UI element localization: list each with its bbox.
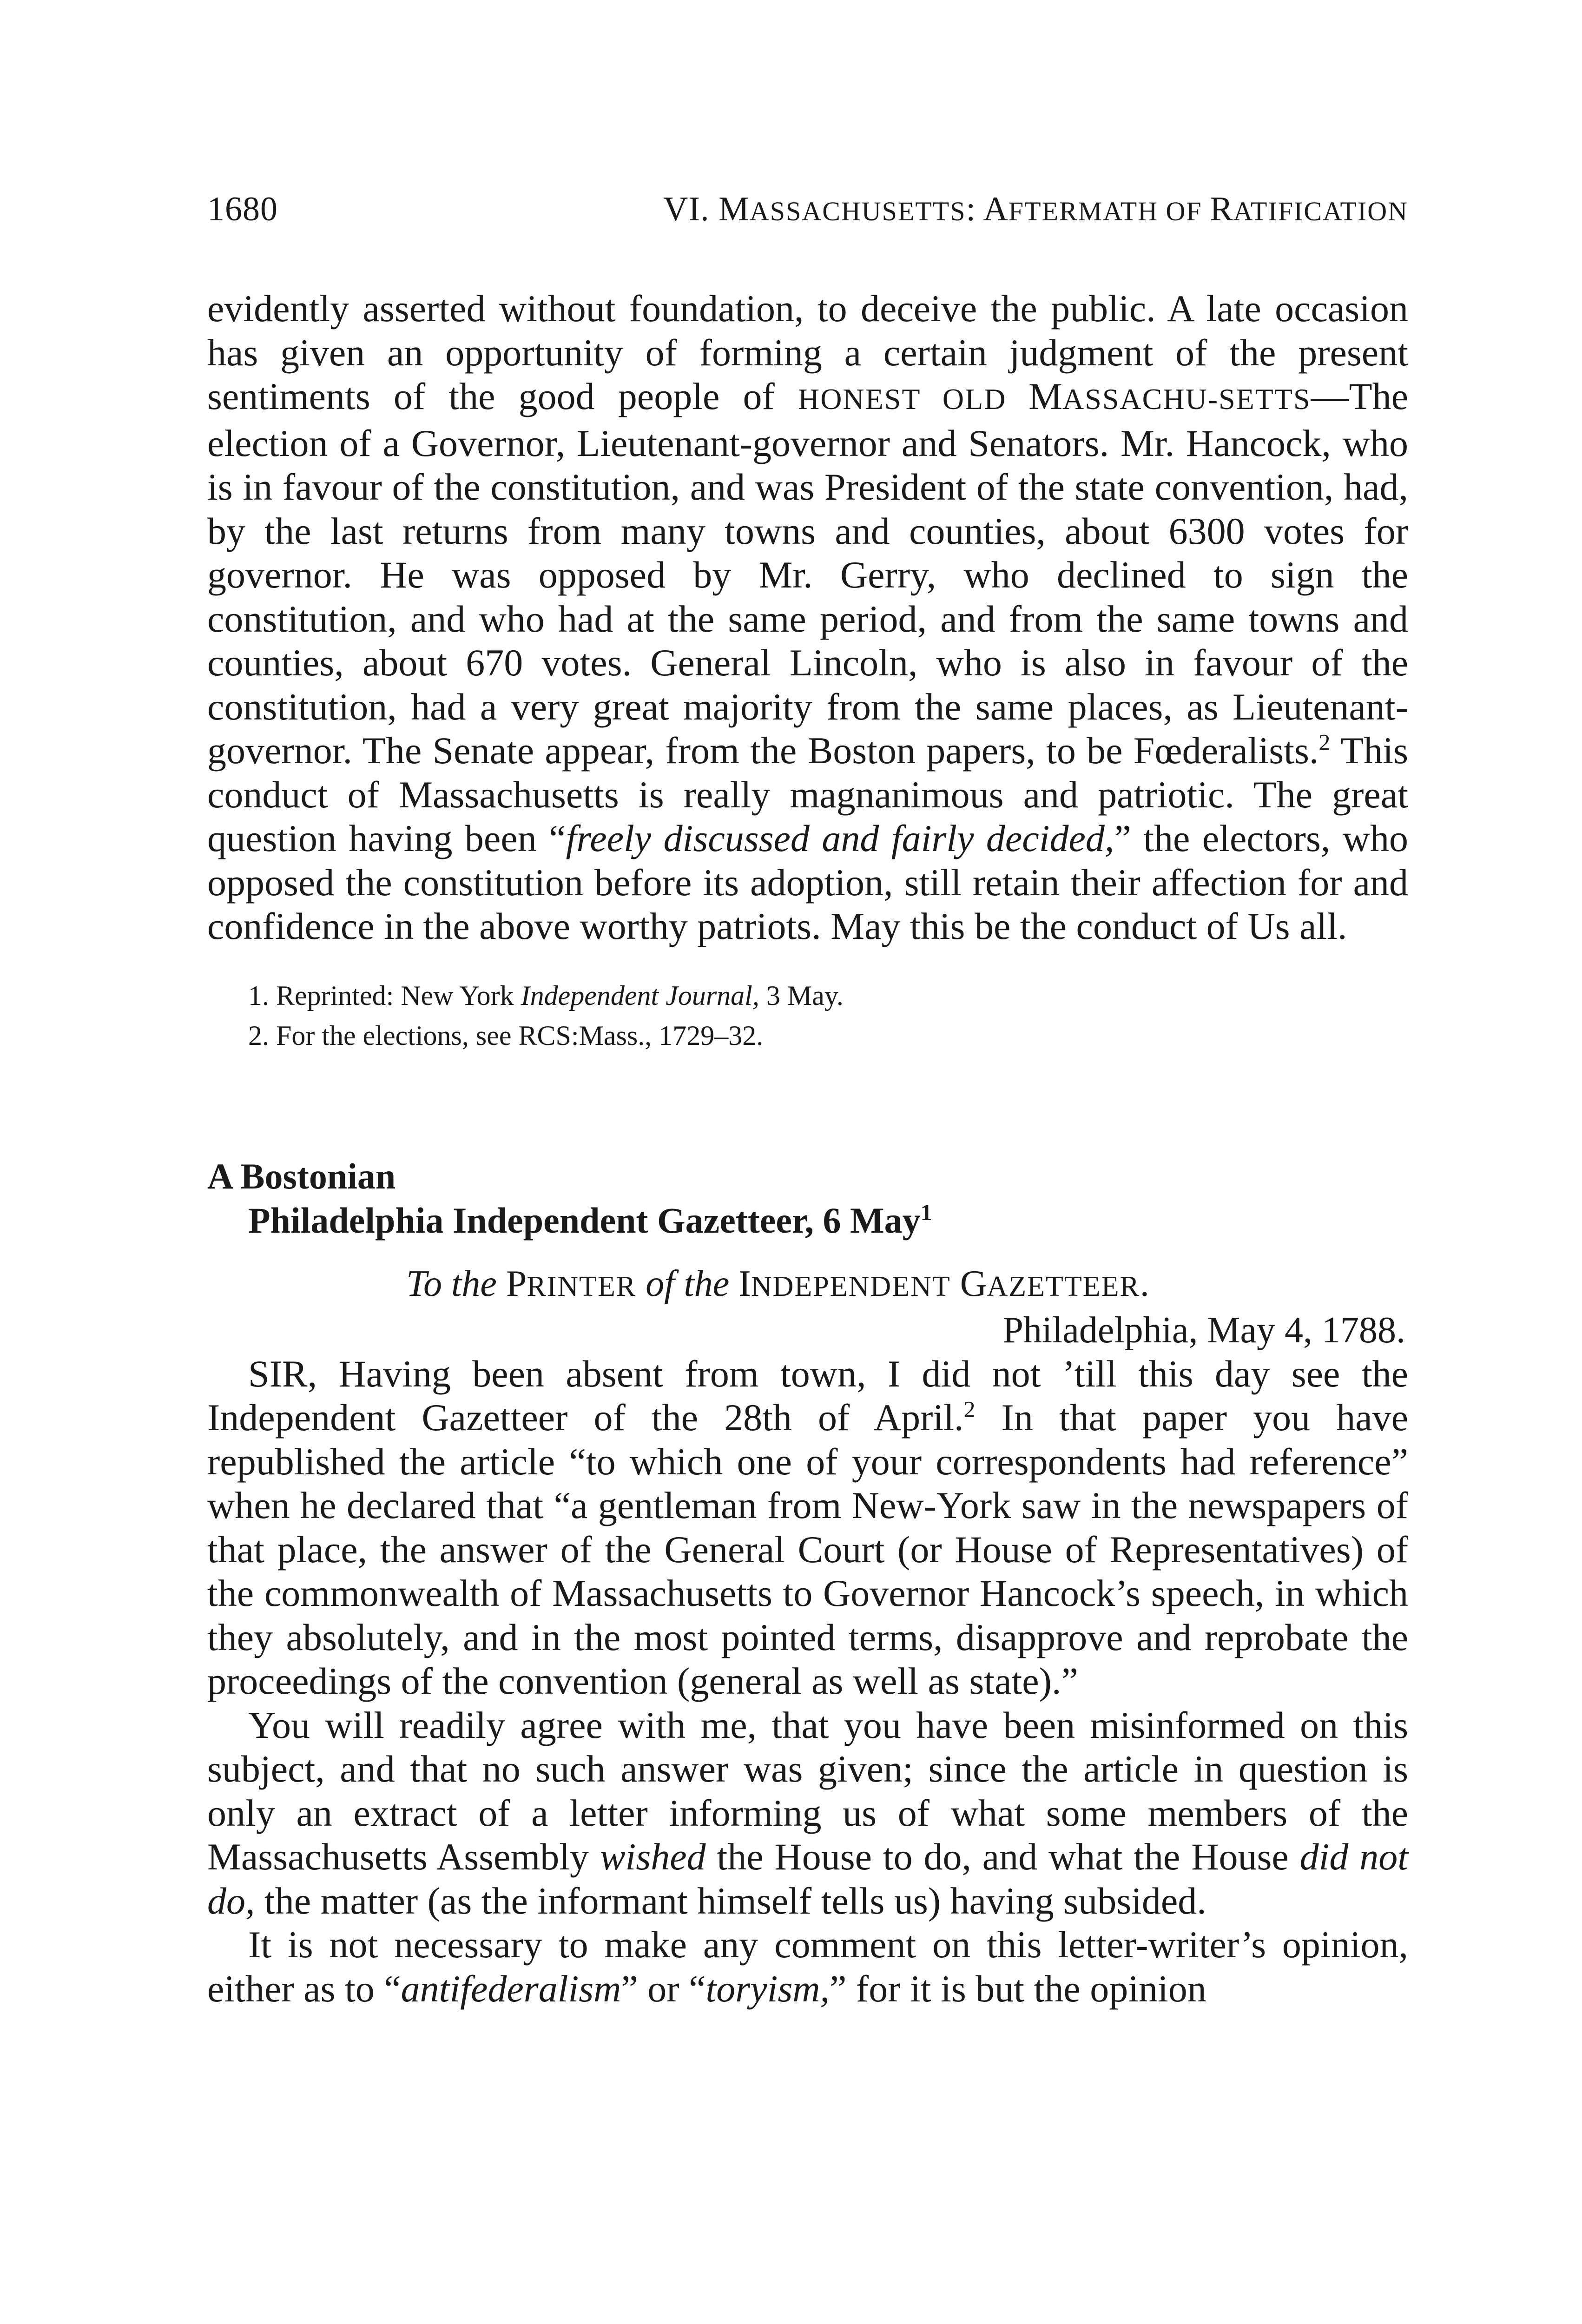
letter-paragraph-2	[207, 1703, 1408, 1923]
page-number: 1680	[207, 190, 278, 228]
paragraph	[207, 287, 1408, 949]
italic-run: of the	[636, 1263, 730, 1304]
small-caps-run: HONEST OLD	[798, 383, 1029, 416]
text-run: the matter (as the informant himself tells us) having subsided.	[255, 1879, 1206, 1922]
footnote-ref: 2	[1318, 729, 1331, 755]
italic-run: did not do,	[207, 1835, 1408, 1922]
letter-body	[207, 1352, 1408, 2011]
text-run: This conduct of Massachusetts is really magnanimous and patriotic. The great question having been “	[207, 729, 1408, 859]
italic-run: wished	[600, 1835, 706, 1878]
text-run: G	[950, 1263, 987, 1304]
text-run: evidently asserted without foundation, to deceive the public. A late occasion has given an opportunity of forming a certain judgment of the present sentiments of the good people of	[207, 287, 1408, 417]
text-run: P	[496, 1263, 527, 1304]
section-title-small-1: ASSACHUSETTS	[749, 196, 966, 226]
letter-paragraph-1	[207, 1352, 1408, 1703]
italic-run: toryism,	[705, 1967, 830, 2010]
italic-run: freely discussed and fairly decided,	[566, 817, 1114, 859]
small-caps-run: ASSACHU-SETTS	[1062, 383, 1311, 416]
section-title-sep: :	[966, 190, 983, 228]
italic-run: To the	[406, 1263, 497, 1304]
text-run: SIR, Having been absent from town, I did not ’till this day see the Independent Gazetteer of the 28th of April.	[207, 1352, 1408, 1439]
page	[207, 186, 1408, 2011]
letter-paragraph-3	[207, 1923, 1408, 2011]
salutation	[207, 1262, 1408, 1308]
text-run: ” for it is but the opinion	[830, 1967, 1206, 2010]
text-run: It is not necessary to make any comment on this letter-writer’s opinion, either as to “	[207, 1923, 1408, 2010]
running-head	[207, 186, 1408, 235]
text-run: M	[1028, 375, 1062, 417]
continued-paragraph	[207, 287, 1408, 949]
text-run: You will readily agree with me, that you have been misinformed on this subject, and that no such answer was given; since the article in question is only an extract of a letter informing us of what some members of the Massachusetts Assembly	[207, 1703, 1408, 1878]
text-run: ” the electors, who opposed the constitution before its adoption, still retain their affection for and confidence in the above worthy patriots. May this be the conduct of Us all.	[207, 817, 1408, 947]
section-number: VI.	[663, 190, 719, 228]
section-title-small-2: FTERMATH OF	[1008, 196, 1210, 226]
section-title-initial-2: A	[983, 190, 1009, 228]
footnotes	[207, 976, 1408, 1056]
small-caps-run: NDEPENDENT	[751, 1270, 951, 1302]
footnote-ref: 2	[963, 1396, 976, 1422]
section-title-initial-1: M	[718, 190, 750, 228]
small-caps-run: AZETTEER	[987, 1270, 1140, 1302]
italic-run: antifederalism	[401, 1967, 621, 2010]
text-run: the House to do, and what the House	[705, 1835, 1300, 1878]
text-run: Philadelphia Independent Gazetteer, 6 May	[248, 1200, 921, 1241]
text-run: In that paper you have republished the article “to which one of your correspondents had reference” when he declared that “a gentleman from New-York saw in the newspapers of that place, the answer of the General Court (or House of Representatives) of the commonwealth of Massachusetts to Governor Hancock’s speech, in which they absolutely, and in the most pointed terms, disapprove and reprobate the proceedings of the convention (general as well as state).”	[207, 1396, 1408, 1702]
text-run: I	[729, 1263, 751, 1304]
text-run: 1. Reprinted: New York	[248, 980, 521, 1011]
document-heading	[207, 1154, 1408, 1242]
section-title	[663, 186, 1408, 235]
italic-run: Independent Journal,	[521, 980, 759, 1011]
document-source	[207, 1198, 1408, 1242]
small-caps-run: RINTER	[527, 1270, 637, 1302]
footnote-1	[248, 976, 1408, 1016]
section-title-small-3: ATIFICATION	[1233, 196, 1408, 226]
document-author: A Bostonian	[207, 1155, 396, 1196]
text-run: .	[1140, 1263, 1149, 1304]
section-title-initial-3: R	[1210, 190, 1233, 228]
text-run: —The election of a Governor, Lieutenant-governor and Senators. Mr. Hancock, who is in favour of the constitution, and was President of the state convention, had, by the last returns from many towns and counties, about 6300 votes for governor. He was opposed by Mr. Gerry, who declined to sign the constitution, and who had at the same period, and from the same towns and counties, about 670 votes. General Lincoln, who is also in favour of the constitution, had a very great majority from the same places, as Lieutenant-governor. The Senate appear, from the Boston papers, to be Fœderalists.	[207, 375, 1409, 772]
text-run: 3 May.	[759, 980, 844, 1011]
dateline: Philadelphia, May 4, 1788.	[1002, 1309, 1405, 1351]
footnote-2: 2. For the elections, see RCS:Mass., 1729–32.	[248, 1020, 764, 1051]
footnote-ref: 1	[920, 1199, 932, 1225]
text-run: ” or “	[621, 1967, 706, 2010]
